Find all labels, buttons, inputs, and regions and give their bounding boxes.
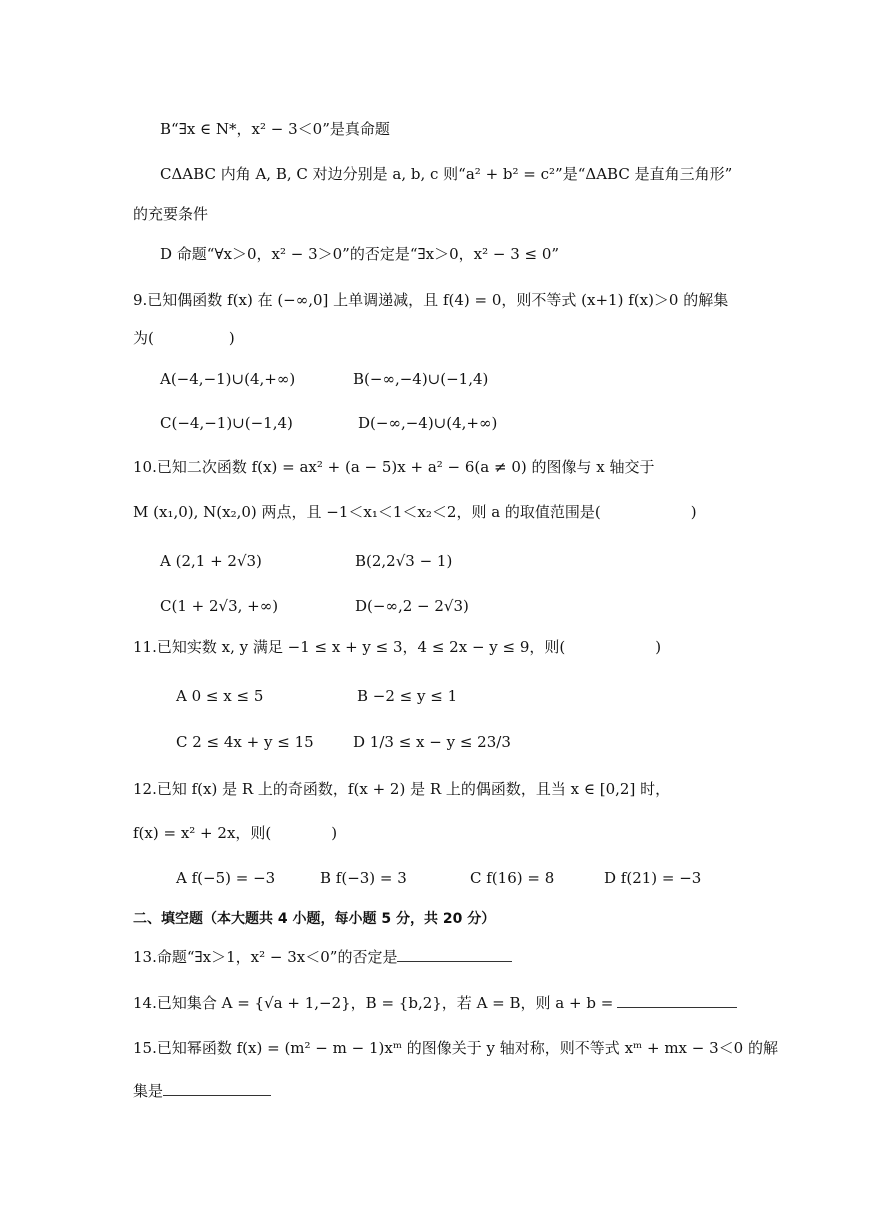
section-2-heading: 二、填空题（本大题共 4 小题，每小题 5 分，共 20 分） <box>133 911 496 927</box>
option-d-q12: D f(21) = −3 <box>604 869 702 887</box>
question-9-line1: 9.已知偶函数 f(x) 在 (−∞,0] 上单调递减，且 f(4) = 0，则不等式 (x+1) f(x)＞0 的解集 <box>133 291 729 309</box>
option-c-q9: C(−4,−1)∪(−1,4) <box>160 414 293 432</box>
option-b-q11: B −2 ≤ y ≤ 1 <box>357 687 458 705</box>
option-c-q8-line1: CΔABC 内角 A, B, C 对边分别是 a, b, c 则“a² + b² = c²”是“ΔABC 是直角三角形” <box>160 165 733 183</box>
question-14-text: 14.已知集合 A = {√a + 1,−2}，B = {b,2}，若 A = B，则 a + b = <box>133 994 614 1012</box>
option-d-q11: D 1/3 ≤ x − y ≤ 23/3 <box>353 733 511 751</box>
question-13-text: 13.命题“∃x＞1，x² − 3x＜0”的否定是 <box>133 948 398 966</box>
question-15-text: 集是 <box>133 1082 164 1100</box>
option-c-q12: C f(16) = 8 <box>470 869 555 887</box>
option-b-q10: B(2,2√3 − 1) <box>355 552 453 570</box>
question-12-line1: 12.已知 f(x) 是 R 上的奇函数，f(x + 2) 是 R 上的偶函数，且当 x ∈ [0,2] 时， <box>133 780 671 798</box>
question-11: 11.已知实数 x, y 满足 −1 ≤ x + y ≤ 3，4 ≤ 2x − y ≤ 9，则( ) <box>133 638 662 656</box>
option-d-q10: D(−∞,2 − 2√3) <box>355 597 469 615</box>
option-c-q10: C(1 + 2√3, +∞) <box>160 597 279 615</box>
question-10-line2: M (x₁,0), N(x₂,0) 两点，且 −1＜x₁＜1＜x₂＜2，则 a 的取值范围是( ) <box>133 503 697 521</box>
option-d-q9: D(−∞,−4)∪(4,+∞) <box>358 414 498 432</box>
question-10-line1: 10.已知二次函数 f(x) = ax² + (a − 5)x + a² − 6(a ≠ 0) 的图像与 x 轴交于 <box>133 458 655 476</box>
question-12-line2: f(x) = x² + 2x，则( ) <box>133 824 338 842</box>
answer-blank-13[interactable] <box>397 947 512 962</box>
question-15-line2 <box>133 1080 271 1102</box>
option-b-q12: B f(−3) = 3 <box>320 869 407 887</box>
option-b-q8: B“∃x ∈ N*，x² − 3＜0”是真命题 <box>160 120 390 138</box>
option-a-q9: A(−4,−1)∪(4,+∞) <box>160 370 296 388</box>
answer-blank-15[interactable] <box>163 1081 271 1096</box>
option-c-q8-line2: 的充要条件 <box>133 205 209 223</box>
question-13 <box>133 946 512 968</box>
answer-blank-14[interactable] <box>617 993 737 1008</box>
question-15-line1: 15.已知幂函数 f(x) = (m² − m − 1)xᵐ 的图像关于 y 轴对称，则不等式 xᵐ + mx − 3＜0 的解 <box>133 1039 778 1057</box>
option-a-q10: A (2,1 + 2√3) <box>160 552 262 570</box>
question-9-line2: 为( ) <box>133 329 235 347</box>
option-a-q12: A f(−5) = −3 <box>176 869 276 887</box>
option-d-q8: D 命题“∀x＞0，x² − 3＞0”的否定是“∃x＞0，x² − 3 ≤ 0” <box>160 245 560 263</box>
question-14 <box>133 992 737 1014</box>
option-c-q11: C 2 ≤ 4x + y ≤ 15 <box>176 733 314 751</box>
option-a-q11: A 0 ≤ x ≤ 5 <box>176 687 264 705</box>
option-b-q9: B(−∞,−4)∪(−1,4) <box>353 370 489 388</box>
